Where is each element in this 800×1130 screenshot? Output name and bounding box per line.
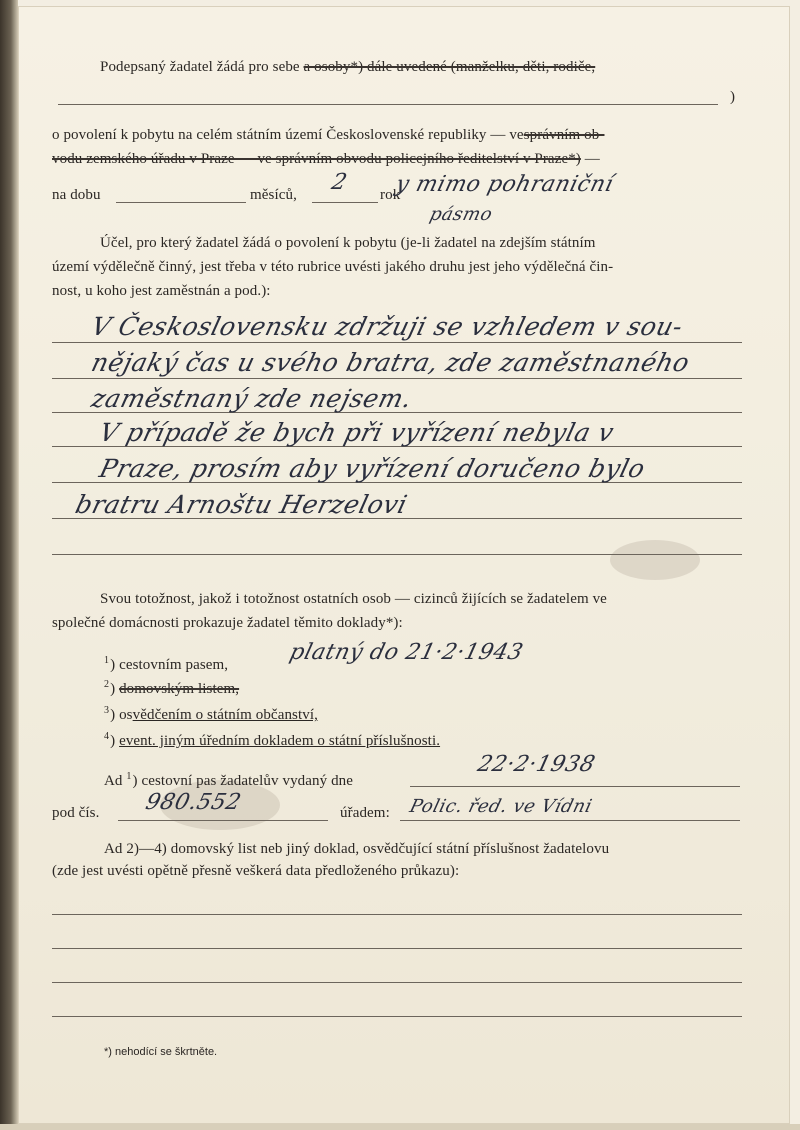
months-blank	[116, 202, 246, 203]
passport-issued-value: 22·2·1938	[475, 752, 598, 777]
purpose-answer-3: zaměstnaný zde nejsem.	[88, 384, 416, 413]
authority-label: úřadem:	[340, 805, 390, 821]
footnote: *) nehodící se škrtněte.	[104, 1046, 218, 1058]
other-line	[52, 1016, 742, 1017]
purpose-question-3: nost, u koho jest zaměstnán a pod.):	[52, 283, 271, 299]
scan-bottom-edge	[0, 1124, 800, 1130]
purpose-answer-6: bratru Arnoštu Herzelovi	[72, 490, 411, 519]
purpose-answer-2: nějaký čas u svého bratra, zde zaměstnaného	[88, 348, 693, 377]
close-paren: )	[730, 89, 736, 105]
line2-struck-a: správním ob-	[523, 127, 605, 143]
passport-no-value: 980.552	[143, 790, 244, 815]
years-extra-2: pásmo	[427, 204, 495, 225]
other-line	[52, 982, 742, 983]
purpose-answer-5: Praze, prosím aby vyřízení doručeno bylo	[96, 454, 649, 483]
purpose-line	[52, 342, 742, 343]
years-label: rok	[380, 187, 401, 203]
identity-intro-2: společné domácnosti prokazuje žadatel těmito doklady*):	[52, 615, 403, 631]
line2-text: o povolení k pobytu na celém státním území Československé republiky — vesprávním ob-	[52, 127, 605, 143]
months-label: měsíců,	[250, 187, 297, 203]
purpose-question-2: území výdělečně činný, jest třeba v této rubrice uvésti jakého druhu jest jeho výdělečná čin-	[52, 259, 614, 275]
doc-1-answer: platný do 21·2·1943	[287, 640, 526, 665]
doc-3: $^3$) osvědčením o státním občanství,	[104, 705, 318, 723]
line1-blank	[58, 104, 718, 105]
years-extra-1: y mimo pohraniční	[393, 172, 617, 197]
other-doc-1: Ad 2)—4) domovský list neb jiný doklad, osvědčující státní příslušnost žadatelovu	[104, 841, 610, 857]
other-line	[52, 948, 742, 949]
line1-text: Podepsaný žadatel žádá pro sebe a osoby*) dále uvedené (manželku, děti, rodiče,	[100, 59, 596, 75]
passport-no-label: pod čís.	[52, 805, 100, 821]
doc-4: $^4$) event. jiným úředním dokladem o státní příslušnosti.	[104, 731, 441, 749]
line1-struck-text: a osoby*) dále uvedené (manželku, děti, rodiče,	[303, 59, 596, 75]
years-value: 2	[329, 170, 350, 195]
line2-struck-b: vodu zemského úřadu v Praze — ve správním obvodu policejního ředitelství v Praze*)	[52, 151, 581, 167]
duration-label: na dobu	[52, 187, 101, 203]
line2b-text: vodu zemského úřadu v Praze — ve správním obvodu policejního ředitelství v Praze*) —	[52, 151, 600, 167]
purpose-line	[52, 378, 742, 379]
passport-issued-label: Ad $^1$) cestovní pas žadatelův vydaný dne	[104, 771, 354, 789]
purpose-answer-4: V případě že bych při vyřízení nebyla v	[96, 418, 618, 447]
purpose-answer-1: V Československu zdržuji se vzhledem v sou-	[88, 312, 686, 341]
purpose-question-1: Účel, pro který žadatel žádá o povolení k pobytu (je-li žadatel na zdejším státním	[100, 235, 596, 251]
purpose-line	[52, 554, 742, 555]
paper-stain	[610, 540, 700, 580]
doc-2: $^2$) domovským listem,	[104, 679, 240, 697]
authority-value: Polic. řed. ve Vídni	[407, 796, 595, 817]
identity-intro-1: Svou totožnost, jakož i totožnost ostatních osob — cizinců žijících se žadatelem ve	[100, 591, 607, 607]
scan-left-edge	[0, 0, 18, 1130]
other-doc-2: (zde jest uvésti opětně přesně veškerá data předloženého průkazu):	[52, 863, 460, 879]
passport-no-blank	[118, 820, 328, 821]
passport-issued-blank	[410, 786, 740, 787]
authority-blank	[400, 820, 740, 821]
years-blank	[312, 202, 378, 203]
other-line	[52, 914, 742, 915]
doc-1: $^1$) cestovním pasem,	[104, 655, 229, 673]
